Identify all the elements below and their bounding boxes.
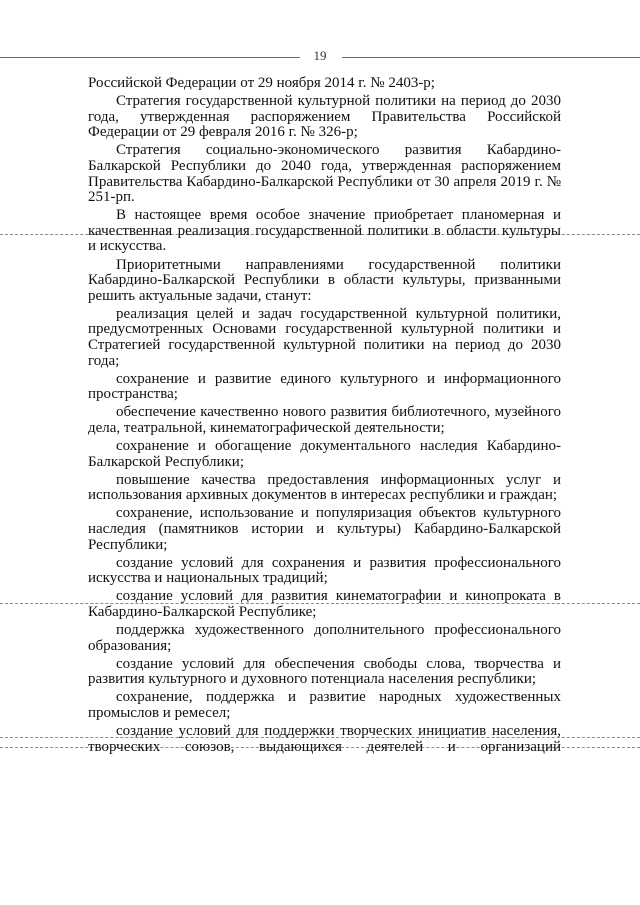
paragraph: Приоритетными направлениями государственной политики Кабардино-Балкарской Республики в области культуры, призванными решить актуальные задачи, станут:: [88, 256, 561, 304]
header-scan-line: [0, 57, 300, 58]
list-item: реализация целей и задач государственной культурной политики, предусмотренных Основами государственной культурной политики и Стратегией государственной культурной политики на период до 2030 года;: [88, 305, 561, 369]
paragraph: Стратегия социально-экономического развития Кабардино-Балкарской Республики до 2040 года, утвержденная распоряжением Правительства Кабардино-Балкарской Республики от 30 апреля 2019 г. № 251-рп.: [88, 142, 561, 206]
list-item: сохранение, поддержка и развитие народных художественных промыслов и ремесел;: [88, 689, 561, 722]
paragraph: В настоящее время особое значение приобретает планомерная и качественная реализация государственной политики в области культуры и искусства.: [88, 207, 561, 255]
list-item: создание условий для поддержки творческих инициатив населения, творческих союзов, выдающихся деятелей и организаций: [88, 723, 561, 755]
list-item: обеспечение качественно нового развития библиотечного, музейного дела, театральной, кинематографической деятельности;: [88, 404, 561, 436]
list-item: повышение качества предоставления информационных услуг и использования архивных документов в интересах республики и граждан;: [88, 471, 561, 504]
list-item: создание условий для сохранения и развития профессионального искусства и национальных традиций;: [88, 554, 561, 587]
paragraph: Стратегия государственной культурной политики на период до 2030 года, утвержденная распоряжением Правительства Российской Федерации от 29 февраля 2016 г. № 326-р;: [88, 93, 561, 141]
list-item: создание условий для развития кинематографии и кинопроката в Кабардино-Балкарской Республике;: [88, 588, 561, 620]
page-number: 19: [313, 48, 327, 63]
list-item: сохранение, использование и популяризация объектов культурного наследия (памятников истории и культуры) Кабардино-Балкарской Республики;: [88, 505, 561, 553]
paragraph: Российской Федерации от 29 ноября 2014 г. № 2403-р;: [88, 75, 435, 91]
list-item: создание условий для обеспечения свободы слова, творчества и развития культурного и духовного потенциала населения республики;: [88, 655, 561, 688]
header-scan-line: [342, 57, 640, 58]
document-body: [88, 76, 561, 758]
list-item: сохранение и развитие единого культурного и информационного пространства;: [88, 370, 561, 403]
list-item: сохранение и обогащение документального наследия Кабардино-Балкарской Республики;: [88, 438, 561, 470]
list-item: поддержка художественного дополнительного профессионального образования;: [88, 622, 561, 654]
